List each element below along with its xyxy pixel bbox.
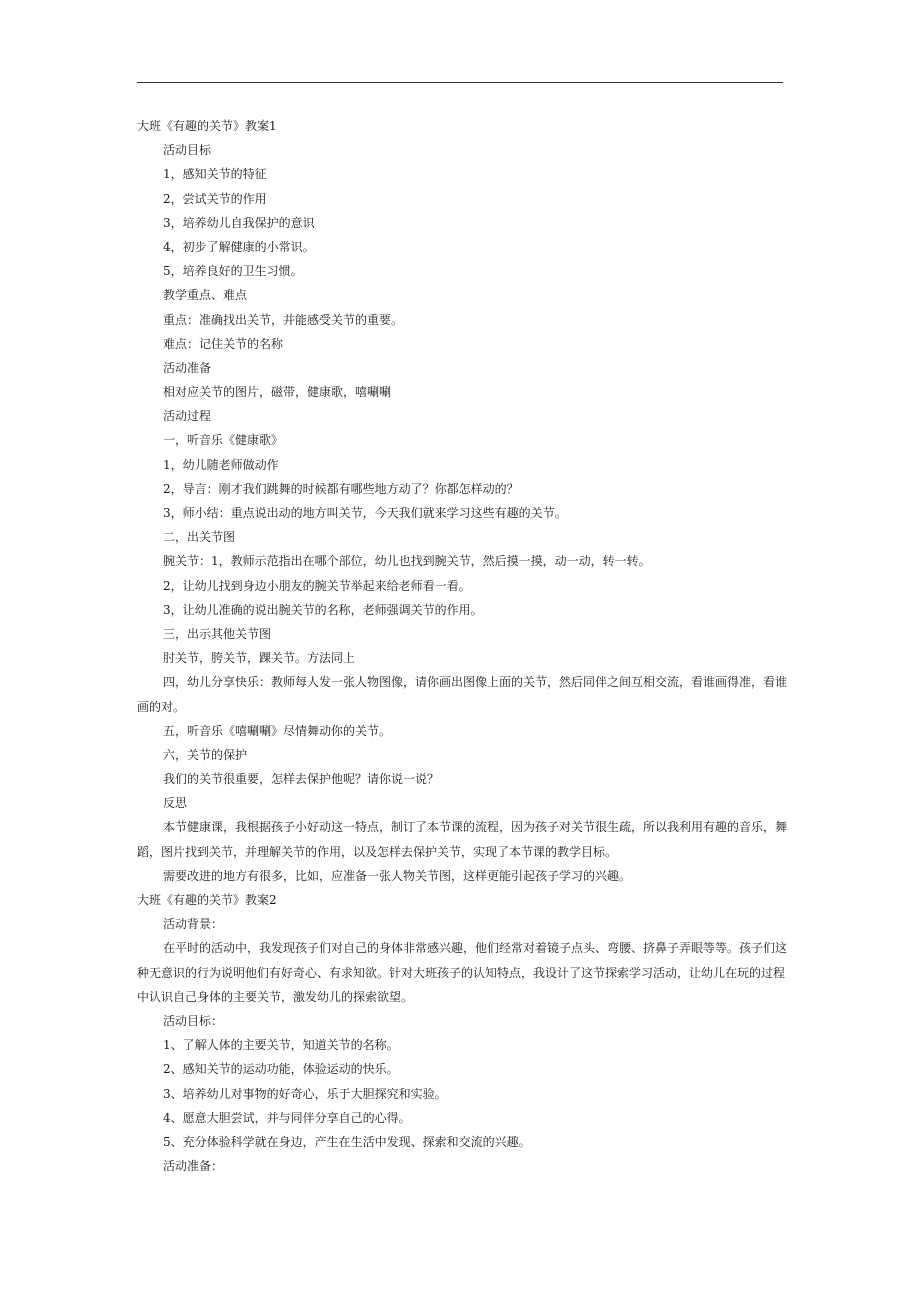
document-body — [137, 114, 787, 1178]
plan1-step1-item: 3，师小结：重点说出动的地方叫关节，今天我们就来学习这些有趣的关节。 — [163, 506, 567, 520]
plan1-step6-text: 我们的关节很重要，怎样去保护他呢？请你说一说？ — [163, 772, 440, 787]
plan1-goal-item: 4，初步了解健康的小常识。 — [163, 239, 315, 254]
plan2-goal-item: 2、感知关节的运动功能，体验运动的快乐。 — [163, 1062, 399, 1077]
plan1-step2-item: 3，让幼儿准确的说出腕关节的名称，老师强调关节的作用。 — [163, 602, 483, 617]
plan2-goal-item: 4、愿意大胆尝试，并与同伴分享自己的心得。 — [163, 1110, 411, 1125]
plan1-process-heading: 活动过程 — [163, 409, 212, 424]
plan1-step2-item: 腕关节：1，教师示范指出在哪个部位，幼儿也找到腕关节，然后摸一摸，动一动，转一转。 — [163, 554, 651, 569]
plan1-reflection-heading: 反思 — [163, 796, 188, 811]
plan1-title: 大班《有趣的关节》教案1 — [137, 119, 277, 133]
plan1-reflection-paragraph: 需要改进的地方有很多，比如，应准备一张人物关节图，这样更能引起孩子学习的兴趣。 — [163, 868, 632, 883]
plan1-goals-heading: 活动目标 — [163, 143, 212, 158]
plan1-goal-item: 2，尝试关节的作用 — [163, 191, 267, 206]
plan2-goal-item: 3、培养幼儿对事物的好奇心，乐于大胆探究和实验。 — [163, 1086, 447, 1101]
plan1-step5-text: 五，听音乐《嘻唰唰》尽情舞动你的关节。 — [163, 723, 392, 738]
plan1-key-heading: 教学重点、难点 — [163, 288, 248, 303]
plan1-key-point: 重点：准确找出关节，并能感受关节的重要。 — [163, 312, 404, 327]
plan1-reflection-paragraph: 本节健康课，我根据孩子小好动这一特点，制订了本节课的流程，因为孩子对关节很生疏，所以我利用有趣的音乐，舞蹈，图片找到关节，并理解关节的作用，以及怎样去保护关节，实现了本节课的教学目标。 — [137, 820, 788, 859]
plan2-background-text: 在平时的活动中，我发现孩子们对自己的身体非常感兴趣，他们经常对着镜子点头、弯腰、挤鼻子弄眼等等。孩子们这种无意识的行为说明他们有好奇心、有求知欲。针对大班孩子的认知特点，我设计了这节探索学习活动，让幼儿在玩的过程中认识自己身体的主要关节，激发幼儿的探索欲望。 — [137, 941, 788, 1004]
plan2-title: 大班《有趣的关节》教案2 — [137, 893, 277, 908]
plan2-goal-item: 5、充分体验科学就在身边，产生在生活中发现、探索和交流的兴趣。 — [163, 1134, 531, 1149]
plan2-goal-item: 1、了解人体的主要关节，知道关节的名称。 — [163, 1038, 399, 1053]
plan1-prep-heading: 活动准备 — [163, 360, 212, 375]
plan1-step1-item: 1，幼儿随老师做动作 — [163, 457, 279, 472]
plan1-goal-item: 5，培养良好的卫生习惯。 — [163, 264, 303, 279]
plan1-step6-heading: 六，关节的保护 — [163, 747, 248, 762]
plan1-step1-heading: 一，听音乐《健康歌》 — [163, 433, 284, 448]
plan1-step1-item: 2，导言：刚才我们跳舞的时候都有哪些地方动了？你都怎样动的？ — [163, 481, 519, 496]
plan1-step2-item: 2，让幼儿找到身边小朋友的腕关节举起来给老师看一看。 — [163, 578, 471, 593]
plan1-step2-heading: 二，出关节图 — [163, 530, 236, 545]
plan1-step3-heading: 三，出示其他关节图 — [163, 626, 272, 641]
plan1-step4-text: 四，幼儿分享快乐：教师每人发一张人物图像，请你画出图像上面的关节，然后同伴之间互相交流，看谁画得准，看谁画的对。 — [137, 675, 788, 714]
plan2-prep-heading: 活动准备： — [163, 1159, 224, 1174]
plan1-prep-text: 相对应关节的图片，磁带，健康歌，嘻唰唰 — [163, 385, 392, 400]
plan1-goal-item: 3，培养幼儿自我保护的意识 — [163, 215, 315, 230]
plan1-goal-item: 1，感知关节的特征 — [163, 167, 267, 182]
plan2-background-heading: 活动背景： — [163, 917, 224, 932]
plan1-difficult-point: 难点：记住关节的名称 — [163, 336, 284, 351]
plan2-goals-heading: 活动目标： — [163, 1014, 224, 1029]
header-rule — [137, 82, 783, 83]
plan1-step3-text: 肘关节，胯关节，踝关节。方法同上 — [163, 651, 356, 666]
